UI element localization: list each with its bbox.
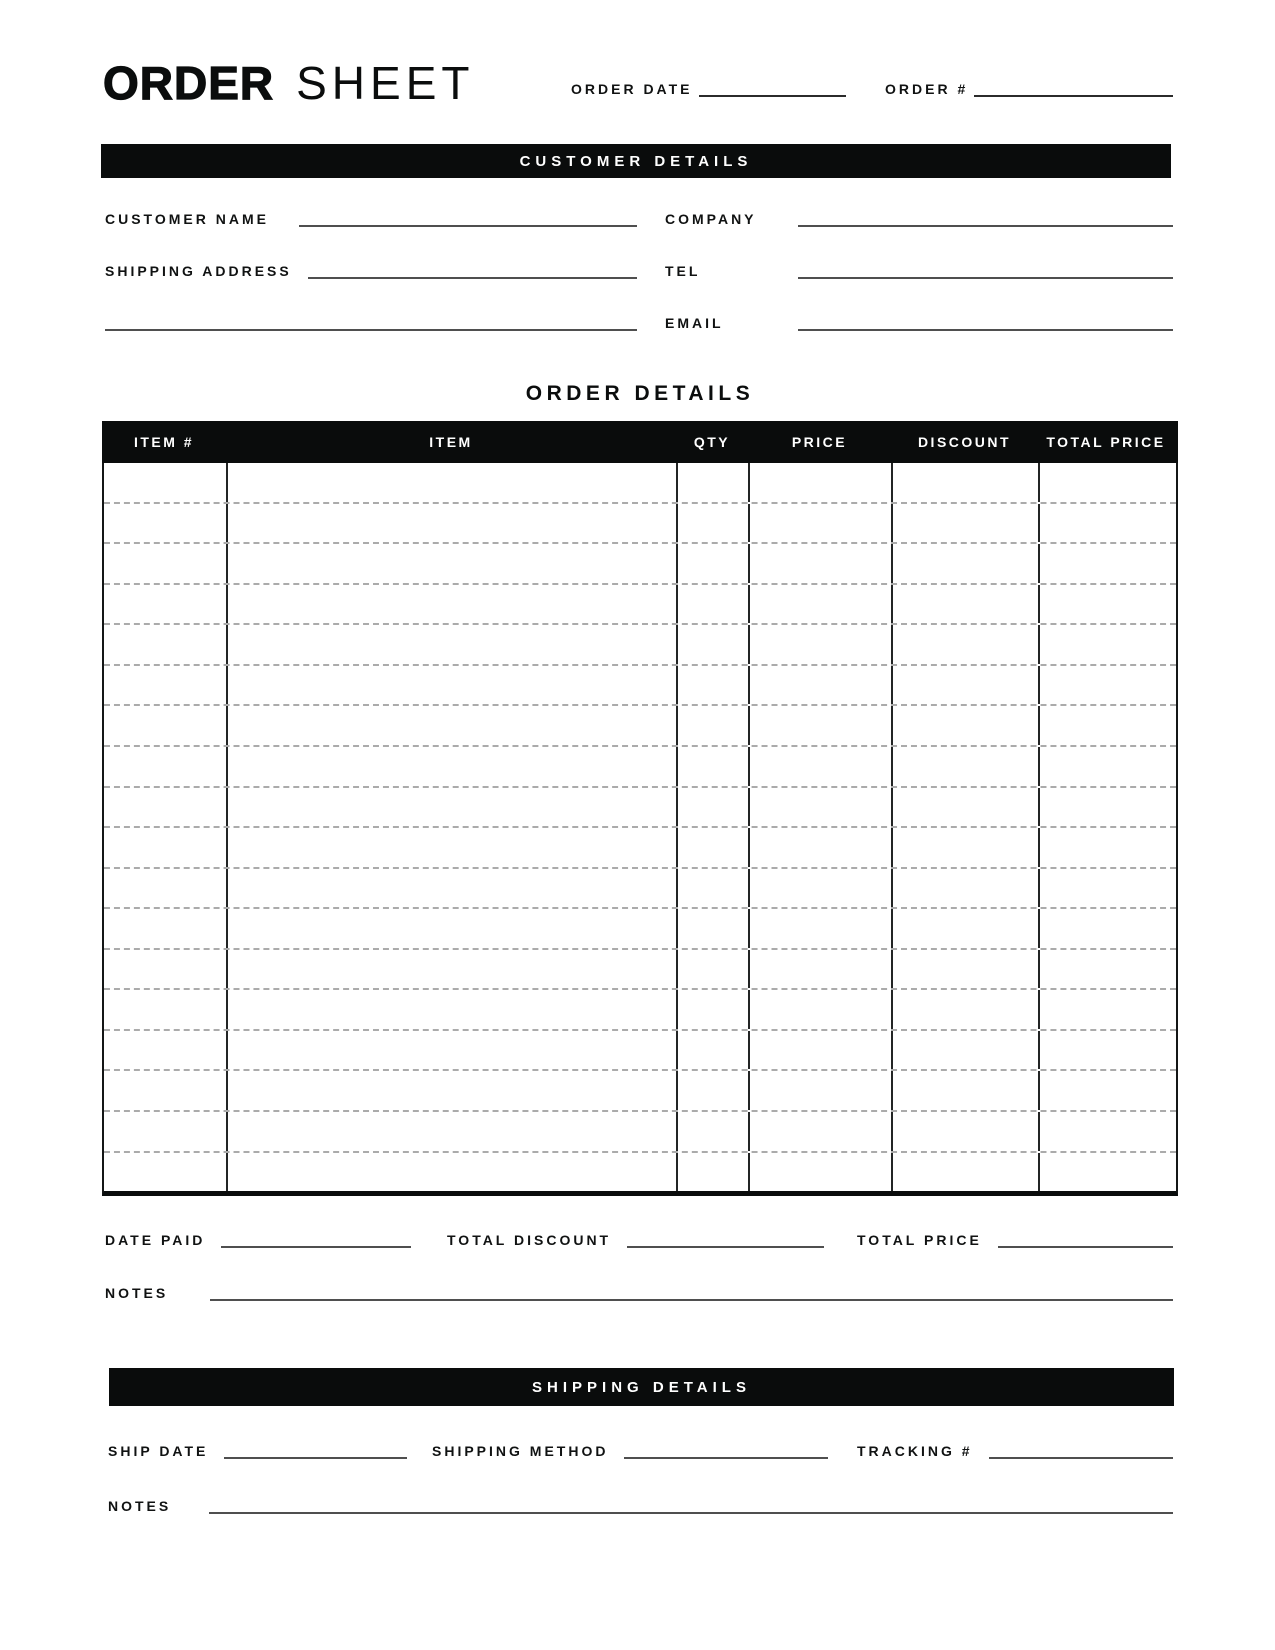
column-header: ITEM <box>429 434 473 450</box>
tel-input[interactable] <box>798 248 1173 279</box>
order-number-input[interactable] <box>974 65 1173 97</box>
table-cell[interactable] <box>1040 706 1176 745</box>
table-cell[interactable] <box>104 747 228 786</box>
total-price-field <box>857 1219 1173 1248</box>
table-cell[interactable] <box>228 909 678 948</box>
table-cell[interactable] <box>228 1153 678 1192</box>
table-cell[interactable] <box>104 463 228 502</box>
table-row <box>104 828 1176 869</box>
tracking-number-label: TRACKING # <box>857 1443 973 1459</box>
table-row <box>104 990 1176 1031</box>
table-cell[interactable] <box>1040 828 1176 867</box>
order-table <box>102 421 1178 1196</box>
shipping-address-field <box>105 250 637 279</box>
shipping-notes-label: NOTES <box>108 1498 172 1514</box>
shipping-address-input[interactable] <box>308 248 637 279</box>
table-cell[interactable] <box>228 544 678 583</box>
table-cell[interactable] <box>750 950 893 989</box>
table-row <box>104 706 1176 747</box>
company-input[interactable] <box>798 196 1173 227</box>
table-cell[interactable] <box>893 788 1040 827</box>
order-notes-field <box>105 1272 1173 1301</box>
table-cell[interactable] <box>678 504 750 543</box>
table-cell[interactable] <box>750 1112 893 1151</box>
customer-details-bar: CUSTOMER DETAILS <box>101 144 1171 178</box>
table-cell[interactable] <box>104 950 228 989</box>
table-cell[interactable] <box>893 463 1040 502</box>
table-cell[interactable] <box>678 1112 750 1151</box>
table-row <box>104 666 1176 707</box>
table-cell[interactable] <box>893 1031 1040 1070</box>
table-cell[interactable] <box>228 706 678 745</box>
table-cell[interactable] <box>104 869 228 908</box>
total-discount-input[interactable] <box>627 1217 824 1248</box>
title-light: SHEET <box>296 57 475 109</box>
table-cell[interactable] <box>678 585 750 624</box>
table-cell[interactable] <box>1040 1112 1176 1151</box>
table-cell[interactable] <box>750 544 893 583</box>
order-number-label: ORDER # <box>885 81 969 97</box>
table-cell[interactable] <box>104 666 228 705</box>
table-cell[interactable] <box>678 1031 750 1070</box>
shipping-notes-input[interactable] <box>209 1483 1173 1514</box>
table-cell[interactable] <box>1040 666 1176 705</box>
table-row <box>104 1153 1176 1192</box>
table-cell[interactable] <box>893 706 1040 745</box>
table-cell[interactable] <box>104 1112 228 1151</box>
table-cell[interactable] <box>1040 869 1176 908</box>
shipping-address-line2-input[interactable] <box>105 300 637 331</box>
ship-date-label: SHIP DATE <box>108 1443 209 1459</box>
order-notes-label: NOTES <box>105 1285 169 1301</box>
table-cell[interactable] <box>750 504 893 543</box>
company-field <box>665 198 1173 227</box>
table-cell[interactable] <box>228 869 678 908</box>
column-header: PRICE <box>791 434 848 450</box>
table-cell[interactable] <box>750 1153 893 1192</box>
table-cell[interactable] <box>104 1031 228 1070</box>
date-paid-label: DATE PAID <box>105 1232 206 1248</box>
table-cell[interactable] <box>1040 585 1176 624</box>
table-cell[interactable] <box>104 706 228 745</box>
table-cell[interactable] <box>893 1112 1040 1151</box>
table-cell[interactable] <box>678 747 750 786</box>
total-price-label: TOTAL PRICE <box>857 1232 982 1248</box>
order-date-field <box>571 67 846 97</box>
table-row <box>104 909 1176 950</box>
table-cell[interactable] <box>678 463 750 502</box>
ship-date-input[interactable] <box>224 1428 407 1459</box>
table-cell[interactable] <box>104 828 228 867</box>
tel-label: TEL <box>665 263 701 279</box>
table-cell[interactable] <box>678 909 750 948</box>
table-cell[interactable] <box>228 747 678 786</box>
shipping-details-bar: SHIPPING DETAILS <box>109 1368 1174 1406</box>
table-cell[interactable] <box>228 1031 678 1070</box>
email-input[interactable] <box>798 300 1173 331</box>
table-cell[interactable] <box>678 625 750 664</box>
date-paid-input[interactable] <box>221 1217 411 1248</box>
table-cell[interactable] <box>678 706 750 745</box>
customer-name-label: CUSTOMER NAME <box>105 211 269 227</box>
date-paid-field <box>105 1219 411 1248</box>
table-cell[interactable] <box>104 909 228 948</box>
table-cell[interactable] <box>750 666 893 705</box>
tracking-number-field <box>857 1430 1173 1459</box>
table-cell[interactable] <box>750 788 893 827</box>
table-cell[interactable] <box>893 504 1040 543</box>
table-cell[interactable] <box>750 747 893 786</box>
table-cell[interactable] <box>893 747 1040 786</box>
shipping-notes-field <box>108 1485 1173 1514</box>
table-row <box>104 544 1176 585</box>
table-row <box>104 504 1176 545</box>
table-cell[interactable] <box>228 585 678 624</box>
column-header: QTY <box>693 434 731 450</box>
table-cell[interactable] <box>1040 1031 1176 1070</box>
table-cell[interactable] <box>104 788 228 827</box>
column-header: ITEM # <box>133 434 195 450</box>
table-cell[interactable] <box>678 788 750 827</box>
shipping-method-field <box>432 1430 828 1459</box>
email-field <box>665 302 1173 331</box>
table-cell[interactable] <box>750 1071 893 1110</box>
table-cell[interactable] <box>1040 788 1176 827</box>
table-cell[interactable] <box>228 1071 678 1110</box>
order-date-input[interactable] <box>699 65 846 97</box>
table-cell[interactable] <box>104 1153 228 1192</box>
table-cell[interactable] <box>104 504 228 543</box>
total-discount-field <box>447 1219 824 1248</box>
table-cell[interactable] <box>678 950 750 989</box>
table-cell[interactable] <box>1040 625 1176 664</box>
customer-name-input[interactable] <box>299 196 637 227</box>
company-label: COMPANY <box>665 211 757 227</box>
table-cell[interactable] <box>893 625 1040 664</box>
order-table-header <box>102 421 1178 463</box>
table-cell[interactable] <box>750 909 893 948</box>
table-row <box>104 1071 1176 1112</box>
table-cell[interactable] <box>228 463 678 502</box>
table-cell[interactable] <box>228 828 678 867</box>
table-cell[interactable] <box>104 625 228 664</box>
table-row <box>104 747 1176 788</box>
shipping-method-input[interactable] <box>624 1428 828 1459</box>
table-cell[interactable] <box>1040 463 1176 502</box>
table-cell[interactable] <box>893 585 1040 624</box>
table-cell[interactable] <box>1040 950 1176 989</box>
shipping-method-label: SHIPPING METHOD <box>432 1443 609 1459</box>
email-label: EMAIL <box>665 315 724 331</box>
table-row <box>104 1031 1176 1072</box>
table-cell[interactable] <box>750 1031 893 1070</box>
table-cell[interactable] <box>1040 504 1176 543</box>
order-table-body <box>102 463 1178 1196</box>
order-number-field <box>885 67 1173 97</box>
table-row <box>104 950 1176 991</box>
table-cell[interactable] <box>750 869 893 908</box>
table-row <box>104 463 1176 504</box>
tel-field <box>665 250 1173 279</box>
table-cell[interactable] <box>893 544 1040 583</box>
table-cell[interactable] <box>228 990 678 1029</box>
table-cell[interactable] <box>1040 544 1176 583</box>
table-row <box>104 585 1176 626</box>
table-cell[interactable] <box>228 666 678 705</box>
table-cell[interactable] <box>104 585 228 624</box>
order-date-label: ORDER DATE <box>571 81 693 97</box>
table-cell[interactable] <box>228 950 678 989</box>
table-cell[interactable] <box>104 990 228 1029</box>
table-row <box>104 625 1176 666</box>
table-cell[interactable] <box>228 625 678 664</box>
table-cell[interactable] <box>750 585 893 624</box>
table-cell[interactable] <box>750 463 893 502</box>
table-cell[interactable] <box>1040 1153 1176 1192</box>
table-cell[interactable] <box>228 788 678 827</box>
table-cell[interactable] <box>1040 747 1176 786</box>
table-cell[interactable] <box>678 666 750 705</box>
table-cell[interactable] <box>678 828 750 867</box>
table-cell[interactable] <box>893 666 1040 705</box>
table-cell[interactable] <box>104 1071 228 1110</box>
tracking-number-input[interactable] <box>989 1428 1173 1459</box>
table-cell[interactable] <box>893 828 1040 867</box>
table-cell[interactable] <box>228 504 678 543</box>
table-cell[interactable] <box>893 869 1040 908</box>
table-cell[interactable] <box>893 990 1040 1029</box>
table-cell[interactable] <box>1040 909 1176 948</box>
order-sheet-title <box>103 57 475 109</box>
customer-name-field <box>105 198 637 227</box>
total-price-input[interactable] <box>998 1217 1173 1248</box>
table-row <box>104 788 1176 829</box>
table-cell[interactable] <box>750 990 893 1029</box>
table-cell[interactable] <box>678 990 750 1029</box>
order-details-heading: ORDER DETAILS <box>525 382 755 405</box>
table-cell[interactable] <box>678 869 750 908</box>
table-row <box>104 1112 1176 1153</box>
table-cell[interactable] <box>678 1153 750 1192</box>
table-cell[interactable] <box>750 706 893 745</box>
table-cell[interactable] <box>893 950 1040 989</box>
table-cell[interactable] <box>1040 990 1176 1029</box>
total-discount-label: TOTAL DISCOUNT <box>447 1232 612 1248</box>
column-header: TOTAL PRICE <box>1046 434 1166 450</box>
table-cell[interactable] <box>1040 1071 1176 1110</box>
table-cell[interactable] <box>678 1071 750 1110</box>
order-notes-input[interactable] <box>210 1270 1173 1301</box>
table-cell[interactable] <box>893 1153 1040 1192</box>
table-cell[interactable] <box>228 1112 678 1151</box>
shipping-address-label: SHIPPING ADDRESS <box>105 263 292 279</box>
table-cell[interactable] <box>893 909 1040 948</box>
ship-date-field <box>108 1430 407 1459</box>
shipping-address-line2-field <box>105 302 637 331</box>
table-cell[interactable] <box>893 1071 1040 1110</box>
table-cell[interactable] <box>750 625 893 664</box>
table-cell[interactable] <box>104 544 228 583</box>
table-cell[interactable] <box>750 828 893 867</box>
title-bold: ORDER <box>103 57 275 109</box>
table-cell[interactable] <box>678 544 750 583</box>
column-header: DISCOUNT <box>917 434 1012 450</box>
table-row <box>104 869 1176 910</box>
